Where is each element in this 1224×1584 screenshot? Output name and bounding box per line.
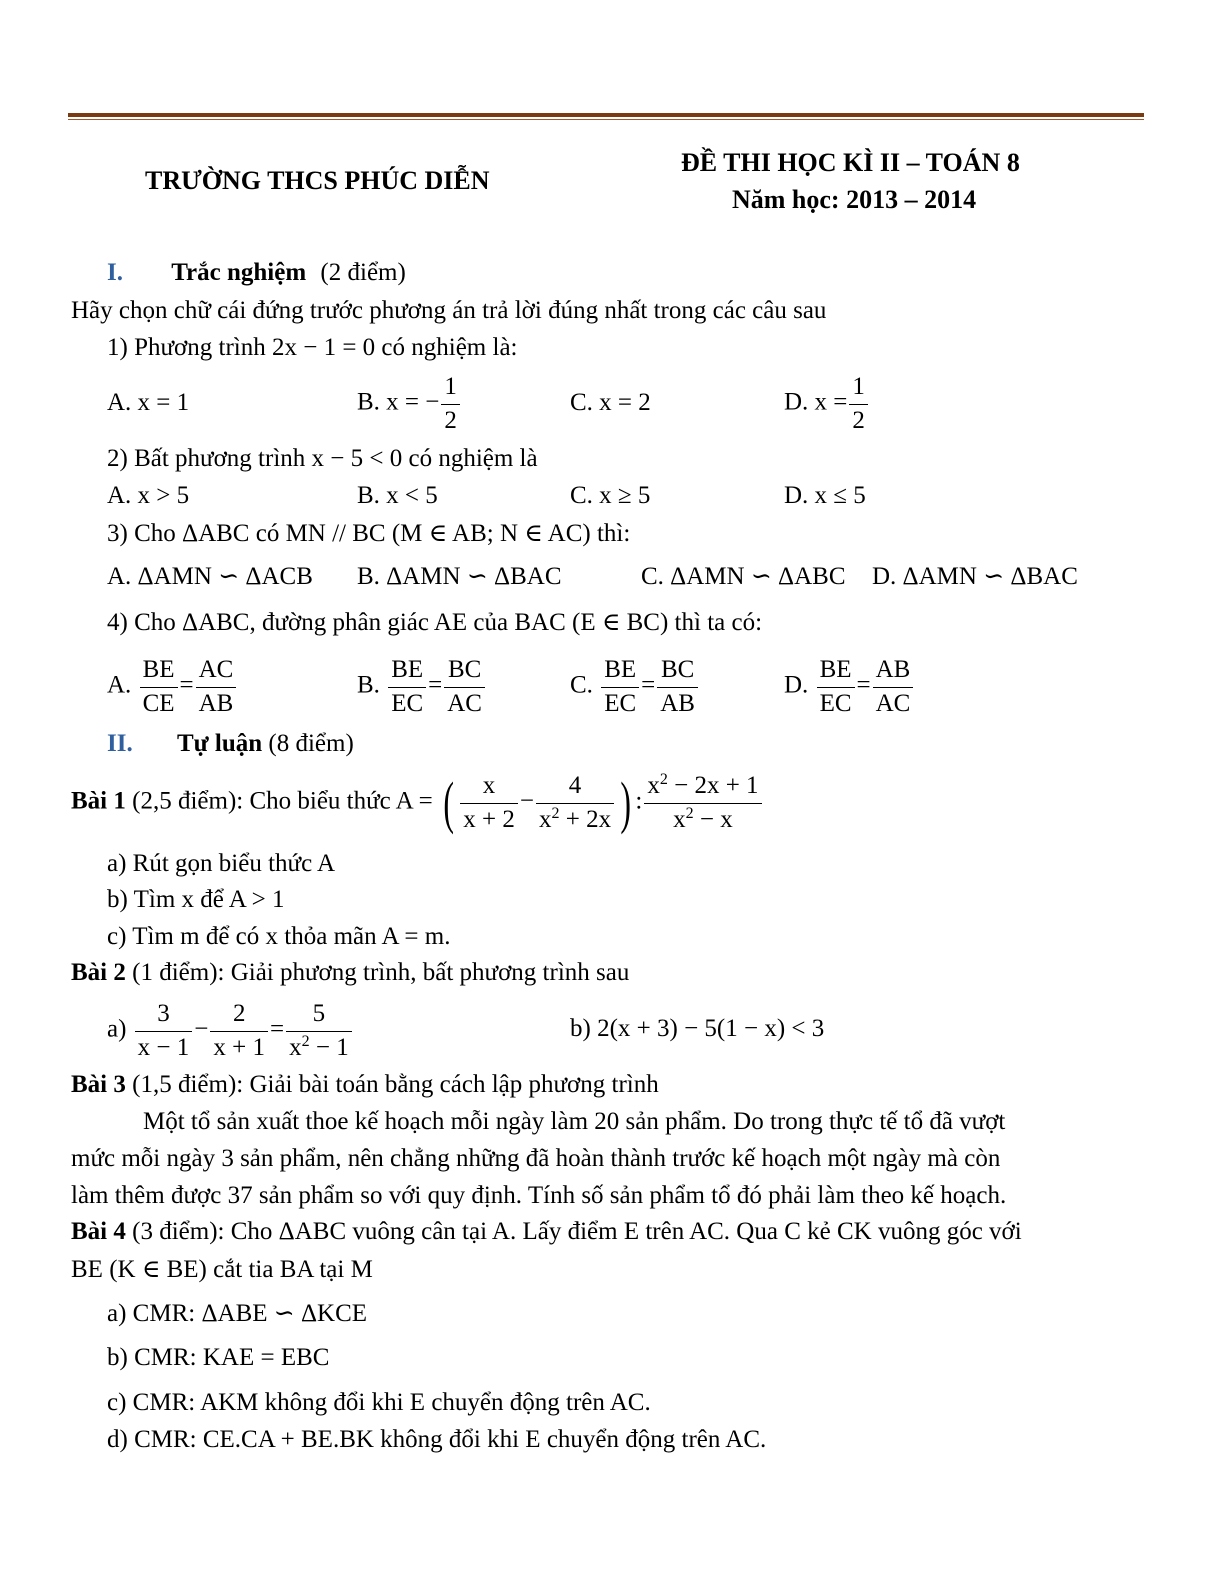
fraction-numerator: 1: [849, 371, 868, 405]
bai4-part-b: b) CMR: KAE = EBC: [107, 1344, 330, 1371]
q2-option-b: B. x < 5: [357, 482, 438, 509]
bai4-part-a: a) CMR: ΔABE ∽ ΔKCE: [107, 1300, 368, 1327]
fraction-numerator: x: [460, 770, 518, 804]
q3-option-b: B. ΔAMN ∽ ΔBAC: [357, 563, 562, 590]
header-rule-thick: [68, 113, 1144, 117]
bai3-line-3: làm thêm được 37 sản phẩm so với quy định. Tính số sản phẩm tổ đó phải làm theo kế hoạch.: [71, 1182, 1007, 1209]
left-fraction: [817, 654, 855, 720]
bai2-part-a: a) $\frac{3}{x - 1}$ − $\frac{2}{x + 1}$ = $\frac{5}{x^2 - 1}$: [107, 998, 354, 1064]
exam-title: ĐỀ THI HỌC KÌ II – TOÁN 8: [681, 148, 1020, 177]
bai4-part-d: d) CMR: CE.CA + BE.BK không đổi khi E chuyển động trên AC.: [107, 1426, 767, 1453]
fraction-denominator: 2: [444, 406, 457, 434]
fraction-denominator: AC: [447, 689, 482, 717]
bai2-part-a-label: a): [107, 1015, 127, 1043]
fraction-denominator: EC: [391, 689, 424, 717]
bai3-label: Bài 3: [71, 1071, 126, 1098]
fraction-denominator: CE: [142, 689, 175, 717]
bai1-part-c: c) Tìm m để có x thỏa mãn A = m.: [107, 923, 451, 950]
bai1-expression: Bài 1 (2,5 điểm): Cho biểu thức A = ( $\frac{x}{x + 2}$ − $\frac{4}{x^2 + 2x}$ ) : $\frac{x^2 - 2x + 1}{x^2 - x}$: [71, 770, 764, 836]
section-2-numeral: II.: [107, 730, 133, 757]
q1-text: 1) Phương trình 2x − 1 = 0 có nghiệm là:: [107, 334, 518, 361]
q1-option-a: A. x = 1: [107, 389, 190, 416]
section-1-title: Trắc nghiệm: [171, 259, 307, 286]
left-fraction: [601, 654, 639, 720]
fraction-denominator: x + 1: [213, 1033, 265, 1061]
bai4-line-2: BE (K ∈ BE) cắt tia BA tại M: [71, 1256, 373, 1283]
school-name: TRƯỜNG THCS PHÚC DIỄN: [145, 166, 490, 195]
school-year: Năm học: 2013 – 2014: [732, 185, 977, 214]
left-fraction: [140, 654, 178, 720]
q3-option-a: A. ΔAMN ∽ ΔACB: [107, 563, 313, 590]
left-fraction: [388, 654, 426, 720]
section-1-heading: [107, 260, 406, 285]
q4-option-d-label: D.: [784, 671, 809, 699]
fraction-numerator: 5: [286, 998, 352, 1032]
q1-option-b-fraction: [441, 371, 460, 437]
bai4-heading: [71, 1219, 1022, 1244]
right-fraction: [196, 654, 237, 720]
q2-option-a: A. x > 5: [107, 482, 190, 509]
q3-text: 3) Cho ΔABC có MN // BC (M ∈ AB; N ∈ AC) thì:: [107, 520, 631, 547]
q1-option-d-prefix: D. x =: [784, 388, 848, 416]
section-1-numeral: I.: [107, 259, 123, 286]
q1-option-b-prefix: B. x = −: [357, 388, 440, 416]
fraction-numerator: BE: [817, 654, 855, 688]
q2-option-d: D. x ≤ 5: [784, 482, 866, 509]
q4-option-d: D. $\frac{BE}{EC}$ = $\frac{AB}{AC}$: [784, 654, 915, 720]
bai3-intro: (1,5 điểm): Giải bài toán bằng cách lập phương trình: [125, 1071, 659, 1098]
bai2-fraction-2: [210, 998, 268, 1064]
bai2-intro: (1 điểm): Giải phương trình, bất phương trình sau: [125, 959, 630, 986]
section-2-title: Tự luận: [176, 730, 263, 757]
fraction-denominator: $x^2 - x$: [673, 804, 733, 833]
fraction-denominator: 2: [852, 406, 865, 434]
section-2-points: (8 điểm): [268, 730, 354, 757]
bai1-fraction-1: [460, 770, 518, 836]
bai2-heading: [71, 960, 629, 985]
fraction-numerator: 1: [441, 371, 460, 405]
q4-option-c-label: C.: [570, 671, 593, 699]
bai3-line-2: mức mỗi ngày 3 sản phẩm, nên chẳng những đã hoàn thành trước kế hoạch một ngày mà còn: [71, 1145, 1001, 1172]
bai2-part-b: b) 2(x + 3) − 5(1 − x) < 3: [570, 1015, 825, 1042]
fraction-numerator: BE: [140, 654, 178, 688]
section-1-instruction: Hãy chọn chữ cái đứng trước phương án trả lời đúng nhất trong các câu sau: [71, 297, 827, 324]
q3-option-c: C. ΔAMN ∽ ΔABC: [641, 563, 846, 590]
fraction-numerator: BC: [657, 654, 698, 688]
bai1-part-b: b) Tìm x để A > 1: [107, 886, 285, 913]
q2-text: 2) Bất phương trình x − 5 < 0 có nghiệm là: [107, 445, 538, 472]
bai2-label: Bài 2: [71, 959, 126, 986]
right-fraction: [873, 654, 914, 720]
section-1-points: (2 điểm): [320, 259, 406, 286]
fraction-numerator: BC: [444, 654, 485, 688]
q3-option-d: D. ΔAMN ∽ ΔBAC: [872, 563, 1078, 590]
bai1-label: Bài 1: [71, 787, 126, 815]
fraction-denominator: AB: [198, 689, 234, 717]
fraction-numerator: 3: [135, 998, 193, 1032]
fraction-denominator: EC: [604, 689, 637, 717]
bai1-fraction-3: [644, 770, 761, 836]
bai3-heading: [71, 1072, 659, 1097]
q4-text: 4) Cho ΔABC, đường phân giác AE của BAC (E ∈ BC) thì ta có:: [107, 609, 763, 636]
right-paren: ): [620, 770, 632, 835]
fraction-numerator: BE: [601, 654, 639, 688]
q4-option-b-label: B.: [357, 671, 380, 699]
fraction-denominator: AB: [660, 689, 695, 717]
fraction-denominator: AC: [875, 689, 911, 717]
bai1-intro: (2,5 điểm): Cho biểu thức A =: [125, 787, 433, 815]
bai4-part-c: c) CMR: AKM không đổi khi E chuyển động trên AC.: [107, 1389, 651, 1416]
fraction-denominator: x + 2: [463, 805, 515, 833]
q4-option-a: A. $\frac{BE}{CE}$ = $\frac{AC}{AB}$: [107, 654, 238, 720]
q4-option-c: C. $\frac{BE}{EC}$ = $\frac{BC}{AB}$: [570, 654, 700, 720]
q2-option-c: C. x ≥ 5: [570, 482, 651, 509]
fraction-denominator: $x^2 - 1$: [289, 1032, 349, 1061]
q4-option-b: B. $\frac{BE}{EC}$ = $\frac{BC}{AC}$: [357, 654, 487, 720]
left-paren: (: [443, 770, 454, 835]
q1-option-c: C. x = 2: [570, 389, 651, 416]
fraction-numerator: AB: [873, 654, 914, 688]
bai2-fraction-1: [135, 998, 193, 1064]
fraction-numerator: AC: [196, 654, 237, 688]
fraction-denominator: EC: [819, 689, 852, 717]
fraction-denominator: $x^2 + 2x$: [538, 804, 612, 833]
q1-option-b: [357, 371, 462, 437]
right-fraction: [657, 654, 698, 720]
fraction-denominator: x − 1: [137, 1033, 190, 1061]
right-fraction: [444, 654, 485, 720]
bai2-fraction-3: [286, 998, 352, 1064]
q1-option-d: [784, 371, 870, 437]
section-2-heading: [107, 731, 354, 756]
fraction-numerator: 2: [210, 998, 268, 1032]
bai1-part-a: a) Rút gọn biểu thức A: [107, 850, 336, 877]
q4-option-a-label: A.: [107, 671, 132, 699]
bai4-label: Bài 4: [71, 1218, 126, 1245]
bai4-intro: (3 điểm): Cho ΔABC vuông cân tại A. Lấy điểm E trên AC. Qua C kẻ CK vuông góc với: [125, 1218, 1022, 1245]
q1-option-d-fraction: [849, 371, 868, 437]
bai3-line-1: Một tổ sản xuất thoe kế hoạch mỗi ngày làm 20 sản phẩm. Do trong thực tế tổ đã vượt: [143, 1108, 1006, 1135]
fraction-numerator: 4: [536, 770, 614, 804]
fraction-numerator: BE: [388, 654, 426, 688]
bai1-fraction-2: [536, 770, 614, 836]
fraction-numerator: $x^2 - 2x + 1$: [644, 770, 761, 804]
header-rule-thin: [68, 119, 1144, 120]
